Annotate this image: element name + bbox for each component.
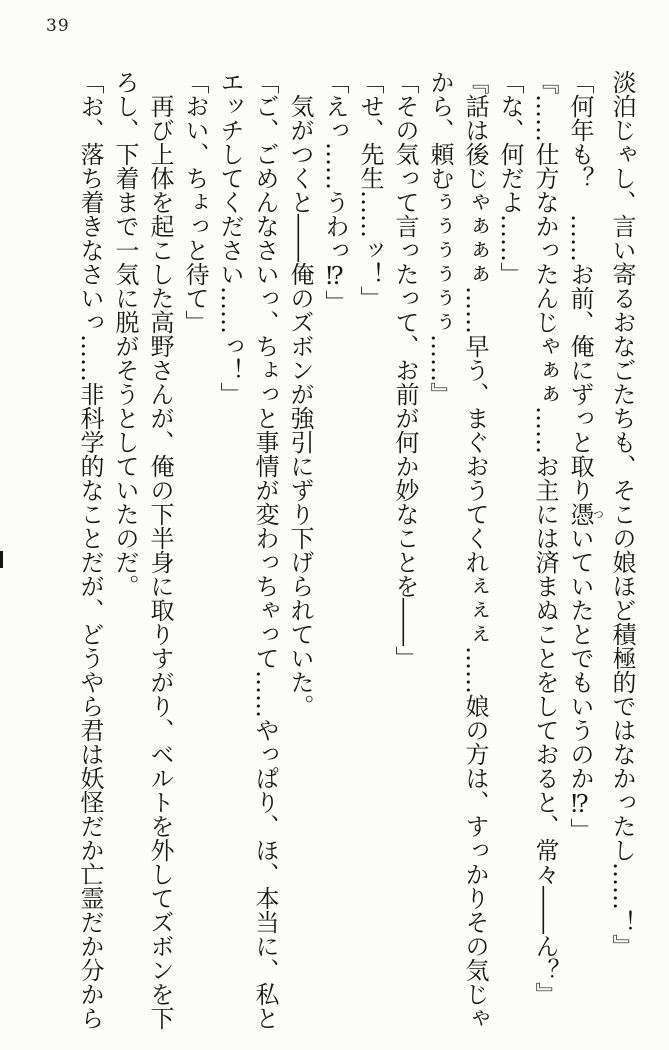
column-text: 「な、何だよ……」 xyxy=(496,70,524,286)
text-column xyxy=(387,70,422,1022)
ruby-text: つ xyxy=(591,502,605,526)
column-text: 気がつくと――俺のズボンが強引にずり下げられていた。 xyxy=(286,94,314,718)
column-text: から、頼むぅぅぅぅぅぅ……』 xyxy=(426,70,454,406)
column-text: 「えっ……うわっ⁉」 xyxy=(321,70,349,314)
text-column xyxy=(107,70,142,1022)
column-text: いていたとでもいうのか⁉」 xyxy=(566,526,594,842)
vertical-text-area xyxy=(72,70,639,1030)
text-column xyxy=(282,70,317,1022)
column-text: ろし、下着まで一気に脱がそうとしていたのだ。 xyxy=(111,70,139,598)
column-text: 「ご、ごめんなさいっ、ちょっと事情が変わっちゃって……やっぱり、ほ、本当に、私と xyxy=(251,70,279,1030)
furigana-ruby xyxy=(566,502,605,526)
column-text: エッチしてください……っ！」 xyxy=(216,70,244,406)
text-column xyxy=(604,70,639,1022)
column-text: 再び上体を起こした高野さんが、俺の下半身に取りすがり、ベルトを外してズボンを下 xyxy=(146,94,174,1030)
column-text: 「せ、先生……ッ！」 xyxy=(356,70,384,310)
column-text: 『話は後じゃぁぁぁ……早う、まぐおうてくれぇぇぇ……娘の方は、すっかりその気じゃ xyxy=(461,70,489,1030)
column-text: 「おい、ちょっと待て」 xyxy=(181,70,209,334)
text-column xyxy=(247,70,282,1030)
text-column xyxy=(562,70,604,1022)
text-column xyxy=(492,70,527,1022)
text-column xyxy=(177,70,212,1022)
text-column xyxy=(212,70,247,1022)
column-text: 淡泊じゃし、言い寄るおなごたちも、そこの娘ほど積極的ではなかったし……！』 xyxy=(608,70,636,958)
text-column xyxy=(352,70,387,1022)
column-text: 「何年も？ ……お前、俺にずっと取り xyxy=(566,70,594,502)
text-column xyxy=(422,70,457,1022)
text-column xyxy=(527,70,562,1022)
column-text: 『……仕方なかったんじゃぁぁ……お主には済まぬことをしておると、常々――ん？』 xyxy=(531,70,559,1006)
page-number: 39 xyxy=(46,16,70,36)
text-column xyxy=(142,70,177,1030)
column-text: 「お、落ち着きなさいっ……非科学的なことだが、どうやら君は妖怪だか亡霊だか分から xyxy=(76,70,104,1030)
column-text: 「その気って言ったって、お前が何か妙なことを――」 xyxy=(391,70,419,670)
text-column xyxy=(72,70,107,1030)
scan-edge-artifact xyxy=(0,551,3,568)
text-column xyxy=(317,70,352,1022)
text-column xyxy=(457,70,492,1030)
ruby-base: 憑 xyxy=(566,502,594,526)
